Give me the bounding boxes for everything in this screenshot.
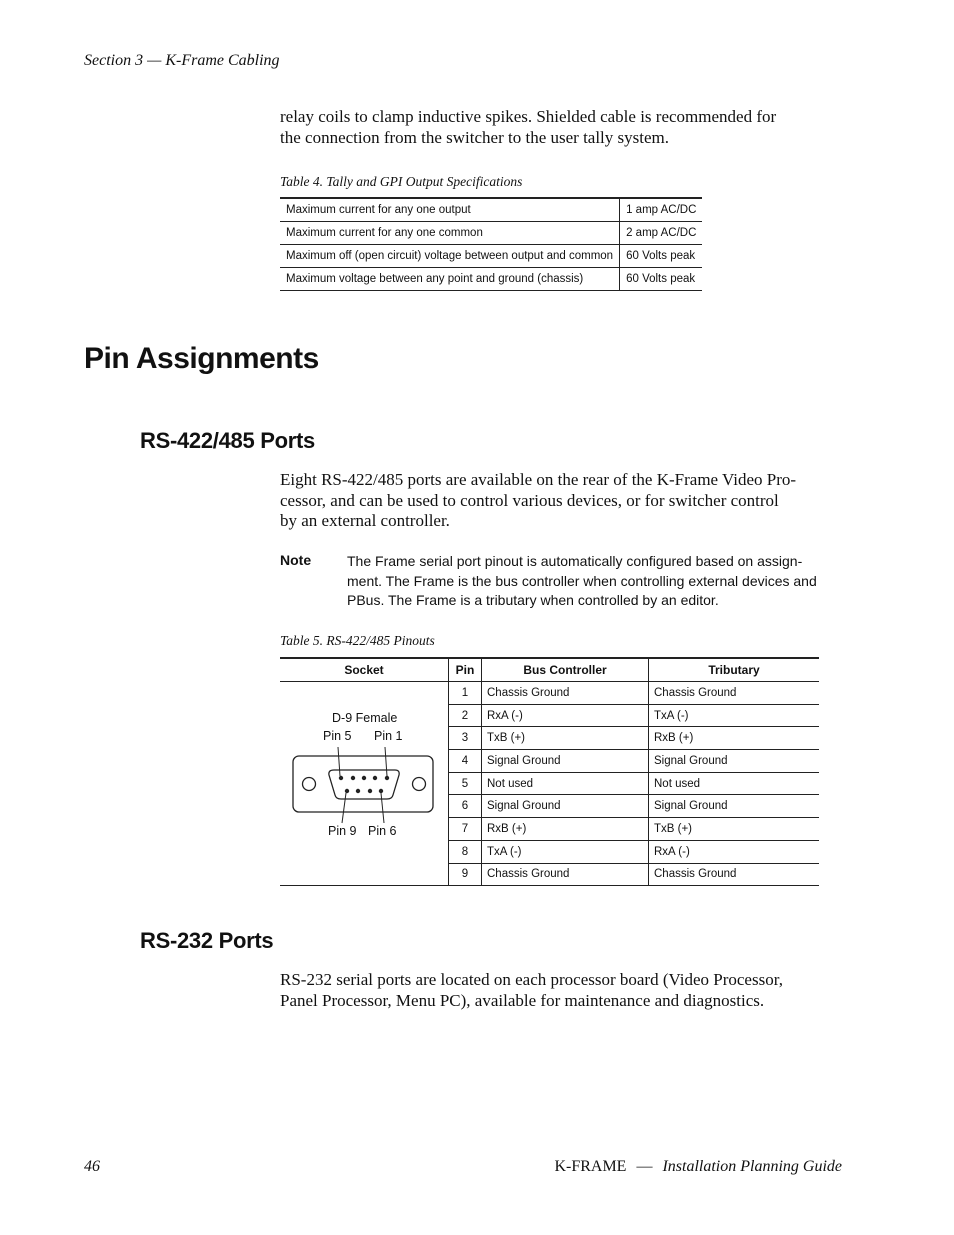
- d9-connector-diagram: [280, 683, 448, 884]
- note-line-1: The Frame serial port pinout is automatically configured based on assign-: [347, 553, 803, 569]
- intro-line-2: the connection from the switcher to the user tally system.: [280, 127, 670, 147]
- footer-dash: —: [636, 1158, 653, 1175]
- rs232-paragraph: [280, 970, 840, 1011]
- bus-controller-signal: Chassis Ground: [482, 682, 649, 705]
- intro-line-1: relay coils to clamp inductive spikes. Shielded cable is recommended for: [280, 107, 777, 126]
- note-label: Note: [280, 552, 312, 568]
- tally-gpi-spec-table: [280, 197, 702, 291]
- spec-label: Maximum off (open circuit) voltage between output and common: [280, 245, 620, 268]
- note-line-2: ment. The Frame is the bus controller when controlling external devices and: [347, 572, 817, 589]
- spec-value: 60 Volts peak: [620, 268, 703, 291]
- tributary-signal: TxB (+): [649, 818, 820, 841]
- pin6-label: Pin 6: [368, 824, 397, 839]
- rs422-pinout-table: [280, 657, 819, 886]
- running-header: Section 3 — K-Frame Cabling: [84, 52, 280, 69]
- table-row: [280, 245, 702, 268]
- rs422-heading: RS-422/485 Ports: [140, 428, 315, 453]
- table-row: [280, 682, 819, 705]
- table-4-caption: Table 4. Tally and GPI Output Specifications: [280, 174, 523, 189]
- pin-number: 2: [449, 704, 482, 727]
- tributary-signal: TxA (-): [649, 704, 820, 727]
- spec-value: 1 amp AC/DC: [620, 198, 703, 222]
- rs422-line-3: by an external controller.: [280, 511, 450, 530]
- bus-controller-signal: Chassis Ground: [482, 863, 649, 886]
- tributary-signal: Chassis Ground: [649, 682, 820, 705]
- note-text: [347, 552, 817, 611]
- rs422-paragraph: [280, 470, 840, 532]
- socket-diagram-cell: [280, 682, 449, 886]
- table-row: [280, 268, 702, 291]
- pin1-label: Pin 1: [374, 729, 403, 744]
- spec-label: Maximum current for any one common: [280, 222, 620, 245]
- rs232-line-1: RS-232 serial ports are located on each processor board (Video Processor,: [280, 970, 783, 989]
- bus-controller-signal: TxB (+): [482, 727, 649, 750]
- table-5-caption: Table 5. RS-422/485 Pinouts: [280, 633, 435, 648]
- spec-label: Maximum current for any one output: [280, 198, 620, 222]
- pin-number: 5: [449, 772, 482, 795]
- tributary-signal: RxA (-): [649, 840, 820, 863]
- connector-type-label: D-9 Female: [332, 711, 398, 726]
- pin-number: 4: [449, 750, 482, 773]
- pin-number: 9: [449, 863, 482, 886]
- note-line-3: PBus. The Frame is a tributary when controlled by an editor.: [347, 592, 719, 608]
- bus-controller-signal: TxA (-): [482, 840, 649, 863]
- tributary-signal: Not used: [649, 772, 820, 795]
- footer-guide-title: Installation Planning Guide: [662, 1158, 842, 1175]
- intro-paragraph: [280, 107, 840, 148]
- table-header-row: [280, 658, 819, 682]
- bus-controller-signal: RxB (+): [482, 818, 649, 841]
- bus-controller-signal: Not used: [482, 772, 649, 795]
- pin-number: 6: [449, 795, 482, 818]
- rs422-line-2: cessor, and can be used to control various devices, or for switcher control: [280, 490, 779, 510]
- tributary-signal: Chassis Ground: [649, 863, 820, 886]
- spec-value: 60 Volts peak: [620, 245, 703, 268]
- pin-number: 7: [449, 818, 482, 841]
- rs232-heading: RS-232 Ports: [140, 928, 274, 953]
- pin5-label: Pin 5: [323, 729, 352, 744]
- tributary-signal: Signal Ground: [649, 795, 820, 818]
- header-bus-controller: Bus Controller: [482, 658, 649, 682]
- rs232-line-2: Panel Processor, Menu PC), available for maintenance and diagnostics.: [280, 990, 765, 1010]
- table-row: [280, 222, 702, 245]
- pin-number: 3: [449, 727, 482, 750]
- bus-controller-signal: Signal Ground: [482, 795, 649, 818]
- tributary-signal: Signal Ground: [649, 750, 820, 773]
- bus-controller-signal: RxA (-): [482, 704, 649, 727]
- header-tributary: Tributary: [649, 658, 820, 682]
- header-pin: Pin: [449, 658, 482, 682]
- footer-product: K-FRAME: [554, 1158, 627, 1175]
- running-footer: [554, 1158, 842, 1176]
- rs422-line-1: Eight RS-422/485 ports are available on the rear of the K-Frame Video Pro-: [280, 470, 797, 489]
- pin-assignments-heading: Pin Assignments: [84, 342, 319, 375]
- pin-number: 1: [449, 682, 482, 705]
- spec-label: Maximum voltage between any point and ground (chassis): [280, 268, 620, 291]
- spec-value: 2 amp AC/DC: [620, 222, 703, 245]
- tributary-signal: RxB (+): [649, 727, 820, 750]
- table-row: [280, 198, 702, 222]
- page-number: 46: [84, 1158, 100, 1175]
- bus-controller-signal: Signal Ground: [482, 750, 649, 773]
- pin9-label: Pin 9: [328, 824, 357, 839]
- header-socket: Socket: [280, 658, 449, 682]
- pin-number: 8: [449, 840, 482, 863]
